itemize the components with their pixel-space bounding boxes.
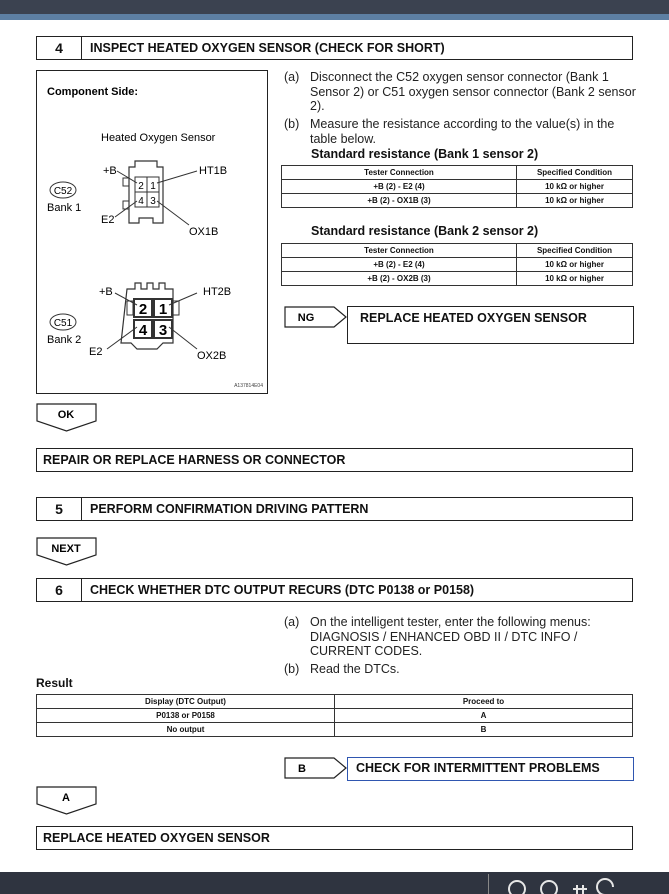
- connector-c52: [47, 161, 227, 238]
- ng-label: NG: [297, 312, 315, 324]
- a-label: A: [62, 792, 70, 804]
- top-toolbar: [0, 0, 669, 14]
- table-row: [282, 194, 633, 208]
- table-row: [37, 709, 633, 723]
- step-number: 6: [37, 579, 82, 601]
- sensor-title: Heated Oxygen Sensor: [101, 132, 216, 144]
- c51-label-pb: +B: [99, 286, 113, 298]
- c51-pin-3: 3: [158, 322, 168, 339]
- component-side-label: Component Side:: [47, 86, 139, 98]
- c52-label-pb: +B: [103, 165, 117, 177]
- c51-pin-1: 1: [158, 301, 168, 318]
- b-arrow: [284, 757, 354, 779]
- c52-label-e2: E2: [101, 214, 115, 226]
- instr6-b-text: Read the DTCs.: [310, 662, 400, 676]
- instr4-a-text: Disconnect the C52 oxygen sensor connector (Bank 1 Sensor 2) or C51 oxygen sensor connector (Bank 2 sensor 2).: [310, 70, 636, 113]
- ng-action-box: REPLACE HEATED OXYGEN SENSOR: [347, 306, 634, 344]
- c52-bank: Bank 1: [47, 202, 82, 214]
- instr4-b-text: Measure the resistance according to the value(s) in the table below.: [310, 117, 615, 146]
- result-header: Proceed to: [335, 695, 633, 709]
- zoom-out-icon[interactable]: [509, 881, 525, 894]
- table1-title: Standard resistance (Bank 1 sensor 2): [311, 147, 539, 161]
- b-label: B: [298, 763, 306, 775]
- result-title: Result: [36, 676, 73, 690]
- figure-id: A137814E04: [234, 383, 263, 389]
- table-cell: 10 kΩ or higher: [517, 194, 633, 208]
- rotate-icon[interactable]: [597, 879, 613, 894]
- table-cell: +B (2) - OX1B (3): [282, 194, 517, 208]
- c51-pin-4: 4: [138, 322, 148, 339]
- table-row: [282, 180, 633, 194]
- grid-icon[interactable]: [573, 885, 587, 894]
- step-4-header: [36, 36, 633, 60]
- table-cell: B: [335, 723, 633, 737]
- ok-label: OK: [57, 409, 75, 421]
- step-title: CHECK WHETHER DTC OUTPUT RECURS (DTC P0138 or P0158): [90, 583, 475, 597]
- c51-bank: Bank 2: [47, 334, 82, 346]
- ng-arrow: [284, 306, 354, 328]
- instr4-b-label: (b): [284, 117, 300, 131]
- step-number: 4: [37, 37, 82, 59]
- table2-header: Tester Connection: [282, 244, 517, 258]
- table-row: [37, 723, 633, 737]
- c51-label-e2: E2: [89, 346, 103, 358]
- bottom-toolbar: [0, 872, 669, 894]
- result-table: [36, 694, 633, 737]
- c52-pin-3: 3: [150, 196, 156, 207]
- c51-code: C51: [53, 318, 73, 329]
- instr6-b-label: (b): [284, 662, 300, 676]
- table1-header: Specified Condition: [517, 166, 633, 180]
- table2: [281, 243, 633, 286]
- c52-label-ht: HT1B: [199, 165, 228, 177]
- next-label: NEXT: [51, 543, 81, 555]
- table-cell: A: [335, 709, 633, 723]
- table1: [281, 165, 633, 208]
- b-action-link[interactable]: CHECK FOR INTERMITTENT PROBLEMS: [347, 757, 634, 781]
- toolbar-icons: [505, 877, 665, 894]
- step-5-header: [36, 497, 633, 521]
- c51-label-ox: OX2B: [197, 350, 227, 362]
- table-cell: 10 kΩ or higher: [517, 258, 633, 272]
- table-cell: 10 kΩ or higher: [517, 272, 633, 286]
- c52-label-ox: OX1B: [189, 226, 219, 238]
- c51-label-ht: HT2B: [203, 286, 232, 298]
- connector-c51: [47, 283, 231, 362]
- c52-pin-4: 4: [138, 196, 144, 207]
- table2-header: Specified Condition: [517, 244, 633, 258]
- c52-pin-1: 1: [150, 181, 156, 192]
- table1-header: Tester Connection: [282, 166, 517, 180]
- table-cell: P0138 or P0158: [37, 709, 335, 723]
- c51-pin-2: 2: [138, 301, 148, 318]
- instr6-a-text: On the intelligent tester, enter the following menus: DIAGNOSIS / ENHANCED OBD II / DTC INFO / CURRENT CODES.: [310, 615, 591, 658]
- next-arrow: [36, 537, 98, 567]
- table-row: [282, 272, 633, 286]
- instr4-a-label: (a): [284, 70, 300, 84]
- zoom-in-icon[interactable]: [541, 881, 557, 894]
- connector-diagram-svg: [37, 71, 269, 395]
- c52-pin-2: 2: [138, 181, 144, 192]
- result-header: Display (DTC Output): [37, 695, 335, 709]
- table-cell: +B (2) - E2 (4): [282, 180, 517, 194]
- table-cell: 10 kΩ or higher: [517, 180, 633, 194]
- table2-title: Standard resistance (Bank 2 sensor 2): [311, 224, 539, 238]
- table-row: [282, 258, 633, 272]
- repair-box: REPAIR OR REPLACE HARNESS OR CONNECTOR: [36, 448, 633, 472]
- step-number: 5: [37, 498, 82, 520]
- step-title: INSPECT HEATED OXYGEN SENSOR (CHECK FOR SHORT): [90, 41, 445, 55]
- ok-arrow: [36, 403, 98, 433]
- step-6-header: [36, 578, 633, 602]
- table-cell: No output: [37, 723, 335, 737]
- connector-diagram: [36, 70, 268, 394]
- final-box: REPLACE HEATED OXYGEN SENSOR: [36, 826, 633, 850]
- top-toolbar-strip: [0, 14, 669, 20]
- instr6-a-label: (a): [284, 615, 300, 629]
- table-cell: +B (2) - OX2B (3): [282, 272, 517, 286]
- a-arrow: [36, 786, 98, 816]
- step-title: PERFORM CONFIRMATION DRIVING PATTERN: [90, 502, 369, 516]
- c52-code: C52: [53, 186, 73, 197]
- table-cell: +B (2) - E2 (4): [282, 258, 517, 272]
- toolbar-divider: [488, 874, 489, 894]
